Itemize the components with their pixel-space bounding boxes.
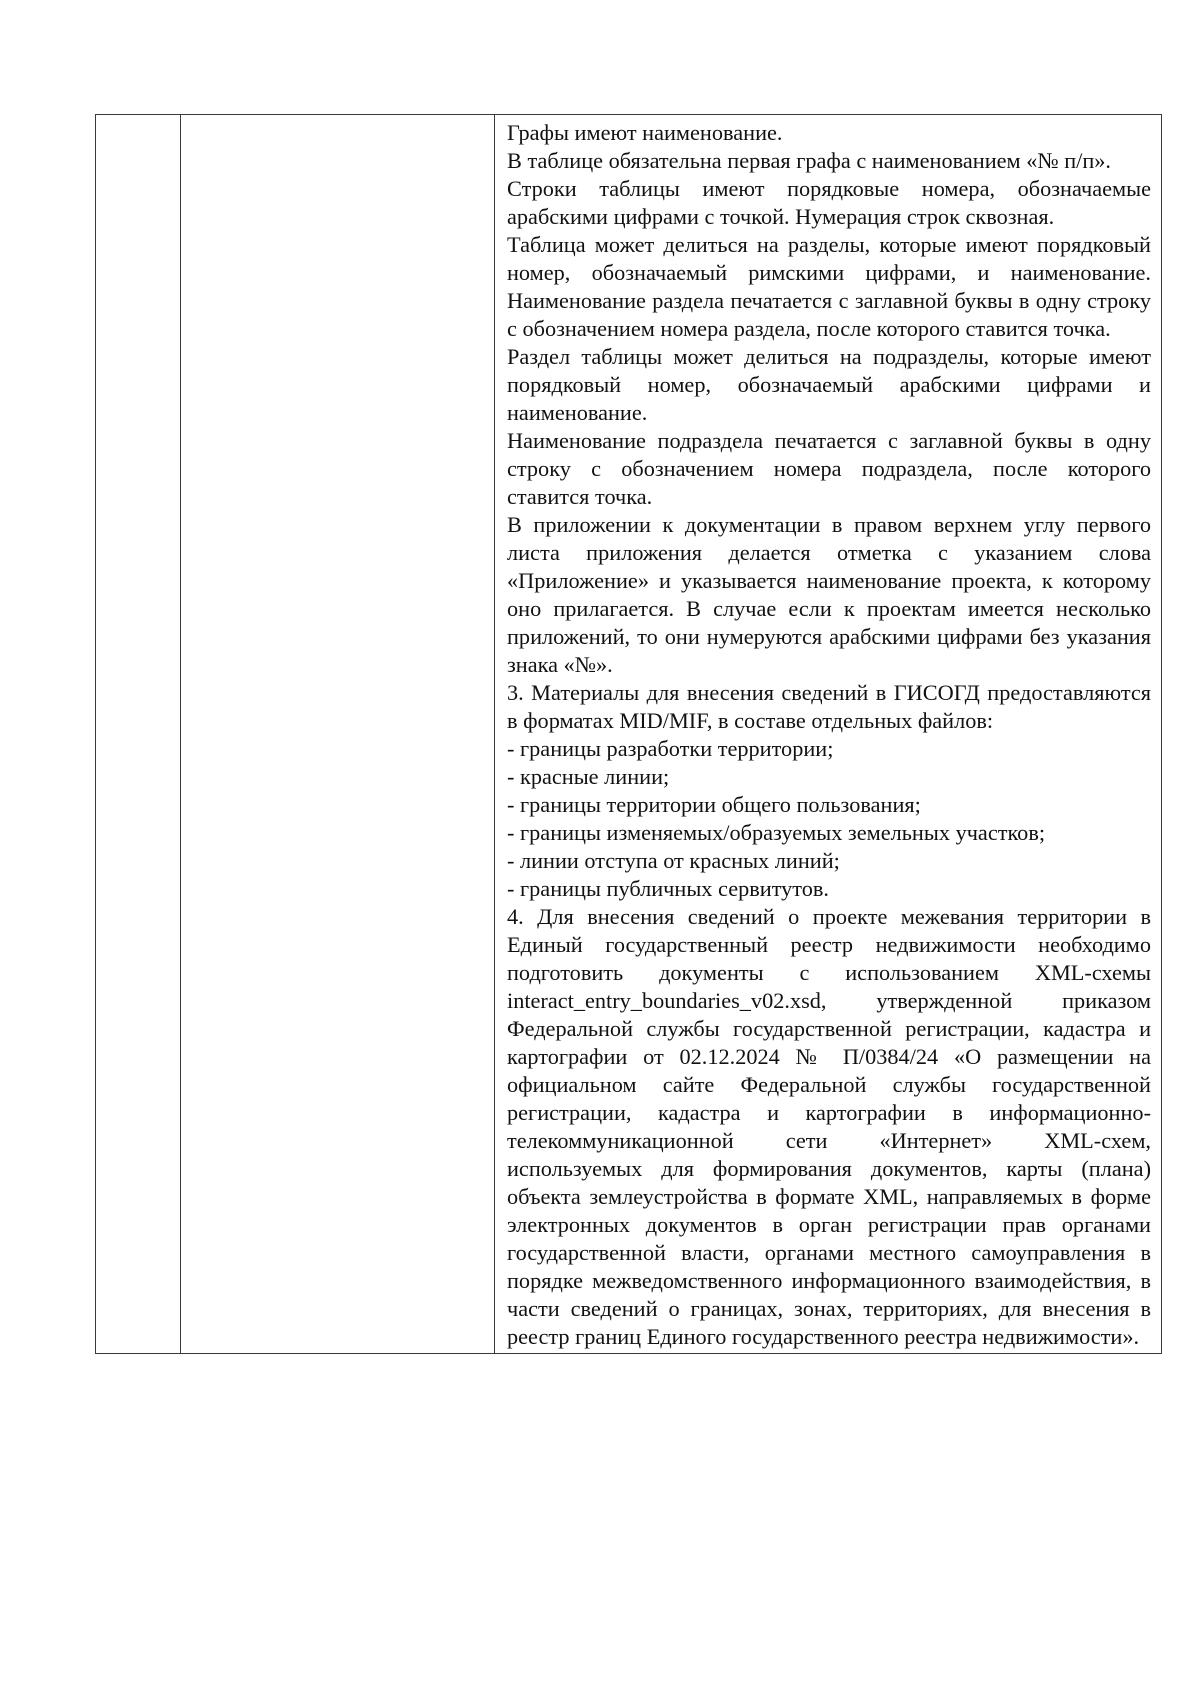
paragraph-columns-named: Графы имеют наименование.: [507, 120, 783, 145]
table-cell-content: [495, 115, 1162, 1354]
paragraph-egrn-xml: 4. Для внесения сведений о проекте межевания территории в Единый государственный реестр недвижимости необходимо подготовить документы с использованием XML-схемы interact_entry_boundaries_v02.xsd, утвержденной приказом Федеральной службы государственной регистрации, кадастра и картографии от 02.12.2024 № П/0384/24 «О размещении на официальном сайте Федеральной службы государственной регистрации, кадастра и картографии в информационно-телекоммуникационной сети «Интернет» XML-схем, используемых для формирования документов, карты (плана) объекта землеустройства в формате XML, направляемых в форме электронных документов в орган регистрации прав органами государственной власти, органами местного самоуправления в порядке межведомственного информационного взаимодействия, в части сведений о границах, зонах, территориях, для внесения в реестр границ Единого государственного реестра недвижимости».: [507, 904, 1151, 1349]
paragraph-gisogd-materials: 3. Материалы для внесения сведений в ГИСОГД предоставляются в форматах MID/MIF, в составе отдельных файлов:: [507, 680, 1151, 733]
list-item: - границы разработки территории;: [507, 736, 834, 761]
list-item: - границы изменяемых/образуемых земельных участков;: [507, 820, 1046, 845]
cell-number-text: [96, 115, 180, 121]
paragraph-subsection-title: Наименование подраздела печатается с заглавной буквы в одну строку с обозначением номера подраздела, после которого ставится точка.: [507, 428, 1151, 509]
paragraph-first-column: В таблице обязательна первая графа с наименованием «№ п/п».: [507, 148, 1111, 173]
list-item: - границы публичных сервитутов.: [507, 876, 829, 901]
list-item: - границы территории общего пользования;: [507, 792, 921, 817]
list-item: - линии отступа от красных линий;: [507, 848, 840, 873]
table-cell-title: [181, 115, 495, 1354]
cell-title-text: [181, 115, 494, 121]
paragraph-appendix: В приложении к документации в правом верхнем углу первого листа приложения делается отметка с указанием слова «Приложение» и указывается наименование проекта, к которому оно прилагается. В случае если к проектам имеется несколько приложений, то они нумеруются арабскими цифрами без указания знака «№».: [507, 512, 1151, 677]
cell-content: [495, 115, 1161, 1353]
table-cell-number: [96, 115, 181, 1354]
table-row: [96, 115, 1162, 1354]
document-table: [95, 114, 1162, 1354]
paragraph-subsections: Раздел таблицы может делиться на подразделы, которые имеют порядковый номер, обозначаемый арабскими цифрами и наименование.: [507, 344, 1151, 425]
paragraph-row-numbering: Строки таблицы имеют порядковые номера, обозначаемые арабскими цифрами с точкой. Нумерация строк сквозная.: [507, 176, 1151, 229]
list-item: - красные линии;: [507, 764, 670, 789]
paragraph-sections: Таблица может делиться на разделы, которые имеют порядковый номер, обозначаемый римскими цифрами, и наименование. Наименование раздела печатается с заглавной буквы в одну строку с обозначением номера раздела, после которого ставится точка.: [507, 232, 1151, 341]
